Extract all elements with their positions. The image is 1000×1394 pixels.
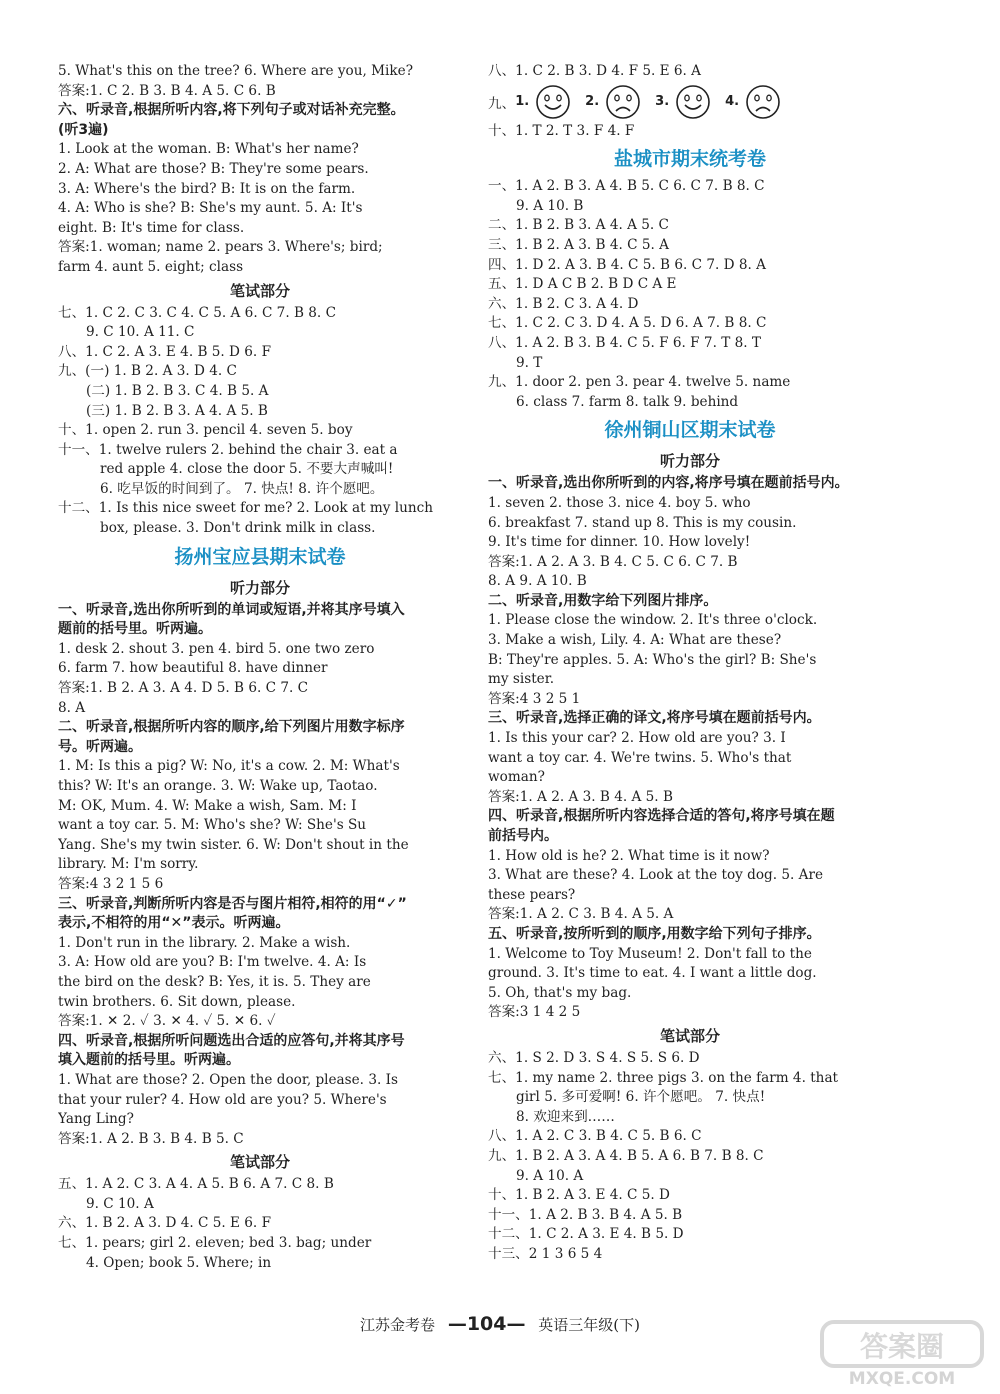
answer-line: library. M: I'm sorry.	[58, 856, 199, 873]
answer-line: 九、(一) 1. B 2. A 3. D 4. C	[58, 363, 237, 380]
watermark-logo	[818, 1318, 988, 1388]
answer-line: 1. Don't run in the library. 2. Make a wish.	[58, 934, 351, 951]
answer-line: 3. What are these? 4. Look at the toy dog. 5. Are	[488, 867, 824, 884]
answer-line: 七、1. pears; girl 2. eleven; bed 3. bag; under	[58, 1235, 372, 1252]
answer-line: 1. M: Is this a pig? W: No, it's a cow. 2. M: What's	[58, 758, 400, 775]
answer-line: 6. class 7. farm 8. talk 9. behind	[516, 393, 739, 410]
answer-line: 十三、2 1 3 6 5 4	[488, 1245, 603, 1262]
answer-line: 答案:1. A 2. A 3. B 4. C 5. C 6. C 7. B	[488, 553, 738, 570]
answer-line: 八、1. A 2. B 3. B 4. C 5. F 6. F 7. T 8. T	[488, 334, 761, 351]
answer-line: 3. A: Where's the bird? B: It is on the farm.	[58, 180, 356, 197]
answer-line: 三、1. B 2. A 3. B 4. C 5. A	[488, 236, 669, 253]
answer-line: 七、1. C 2. C 3. C 4. C 5. A 6. C 7. B 8. C	[58, 304, 336, 321]
svg-text:MXQE.COM: MXQE.COM	[848, 1369, 956, 1388]
footer-subject: 英语三年级(下)	[538, 1316, 640, 1334]
answer-line: 1. What are those? 2. Open the door, please. 3. Is	[58, 1071, 398, 1088]
question-heading: 三、听录音,判断所听内容是否与图片相符,相符的用“✓”	[58, 895, 407, 912]
answer-line: 九、1. door 2. pen 3. pear 4. twelve 5. name	[488, 374, 791, 391]
answer-line: ground. 3. It's time to eat. 4. I want a little dog.	[488, 965, 817, 982]
answer-line: twin brothers. 6. Sit down, please.	[58, 993, 296, 1010]
answer-line: 1. Is this your car? 2. How old are you? 3. I	[488, 730, 786, 747]
answer-line: 七、1. my name 2. three pigs 3. on the farm 4. that	[488, 1069, 839, 1086]
answer-line: 答案:1. C 2. B 3. B 4. A 5. C 6. B	[58, 82, 276, 99]
answer-line: 六、1. B 2. C 3. A 4. D	[488, 295, 639, 312]
answer-line: 十、1. T 2. T 3. F 4. F	[488, 122, 635, 139]
answer-line: 七、1. C 2. C 3. D 4. A 5. D 6. A 7. B 8. C	[488, 315, 767, 332]
question-heading: 四、听录音,根据所听内容选择合适的答句,将序号填在题	[488, 808, 835, 825]
page-number: —104—	[447, 1313, 526, 1335]
answer-line: 八、1. C 2. A 3. E 4. B 5. D 6. F	[58, 343, 271, 360]
smiling-face-icon	[535, 84, 571, 120]
face-answers	[488, 82, 892, 122]
answer-line: 十二、1. C 2. A 3. E 4. B 5. D	[488, 1226, 684, 1243]
answer-line: (二) 1. B 2. B 3. C 4. B 5. A	[86, 382, 269, 399]
section-title: 徐州铜山区期末试卷	[604, 419, 776, 442]
answer-line: farm 4. aunt 5. eight; class	[58, 258, 244, 275]
answer-line: 9. C 10. A 11. C	[86, 324, 195, 341]
question-heading: 一、听录音,选出你所听到的内容,将序号填在题前括号内。	[488, 475, 849, 492]
question-heading: 三、听录音,选择正确的译文,将序号填在题前括号内。	[488, 710, 821, 727]
answer-line: 答案:1. ✕ 2. ✓ 3. ✕ 4. ✓ 5. ✕ 6. ✓	[58, 1013, 276, 1030]
answer-line: 答案:1. A 2. C 3. B 4. A 5. A	[488, 906, 674, 923]
answer-line: 6. breakfast 7. stand up 8. This is my cousin.	[488, 514, 797, 531]
question-heading: 一、听录音,选出你所听到的单词或短语,并将其序号填入	[58, 601, 405, 618]
answer-line: 五、1. D A C B 2. B D C A E	[488, 276, 677, 293]
answer-line: the bird on the desk? B: Yes, it is. 5. They are	[58, 973, 371, 990]
answer-line: 4. A: Who is she? B: She's my aunt. 5. A: It's	[58, 200, 363, 217]
answer-line: 十一、1. twelve rulers 2. behind the chair 3. eat a	[58, 441, 398, 458]
answer-line: 十二、1. Is this nice sweet for me? 2. Look at my lunch	[58, 500, 433, 517]
answer-line: B: They're apples. 5. A: Who's the girl? B: She's	[488, 651, 817, 668]
frowning-face-icon	[745, 84, 781, 120]
subsection-title: 听力部分	[659, 452, 720, 471]
face-label: 3.	[655, 94, 670, 110]
answer-line: 8. 欢迎来到……	[516, 1108, 615, 1125]
svg-text:答案圈: 答案圈	[859, 1330, 945, 1363]
frowning-face-icon	[605, 84, 641, 120]
right-top-lines	[488, 62, 892, 82]
footer-book-title: 江苏金考卷	[360, 1316, 436, 1334]
answer-line: eight. B: It's time for class.	[58, 219, 245, 236]
answer-line: 9. It's time for dinner. 10. How lovely!	[488, 534, 751, 551]
answer-line: 8. A 9. A 10. B	[488, 573, 587, 590]
answer-line: want a toy car. 5. M: Who's she? W: She's Su	[58, 817, 367, 834]
question-heading: 题前的括号里。听两遍。	[58, 621, 212, 638]
answer-line: 9. T	[516, 354, 543, 371]
face-label: 1.	[515, 94, 530, 110]
answer-line: 9. A 10. A	[516, 1167, 584, 1184]
answer-line: 答案:1. A 2. A 3. B 4. A 5. B	[488, 788, 673, 805]
answer-line: 1. Look at the woman. B: What's her name?	[58, 141, 359, 158]
answer-line: Yang. She's my twin sister. 6. W: Don't shout in the	[58, 836, 409, 853]
answer-line: 4. Open; book 5. Where; in	[86, 1254, 272, 1271]
answer-line: 1. Welcome to Toy Museum! 2. Don't fall to the	[488, 945, 812, 962]
answer-line: 十、1. B 2. A 3. E 4. C 5. D	[488, 1187, 670, 1204]
answer-line: 八、1. A 2. C 3. B 4. C 5. B 6. C	[488, 1128, 702, 1145]
question-number: 九、	[488, 95, 516, 112]
answer-line: 6. farm 7. how beautiful 8. have dinner	[58, 660, 328, 677]
answer-line: girl 5. 多可爱啊! 6. 许个愿吧。 7. 快点!	[516, 1089, 766, 1106]
question-heading: 五、听录音,按所听到的顺序,用数字给下列句子排序。	[488, 925, 821, 942]
answer-line: 六、1. S 2. D 3. S 4. S 5. S 6. D	[488, 1049, 700, 1066]
answer-line: 十、1. open 2. run 3. pencil 4. seven 5. boy	[58, 422, 353, 439]
answer-line: 一、1. A 2. B 3. A 4. B 5. C 6. C 7. B 8. C	[488, 178, 765, 195]
answer-line: these pears?	[488, 886, 576, 903]
section-title: 盐城市期末统考卷	[613, 148, 766, 171]
answer-line: 九、1. B 2. A 3. A 4. B 5. A 6. B 7. B 8. C	[488, 1147, 764, 1164]
question-heading: (听3遍)	[58, 121, 109, 138]
answer-line: 十一、1. A 2. B 3. B 4. A 5. B	[488, 1206, 683, 1223]
answer-line: 答案:4 3 2 5 1	[488, 690, 581, 707]
question-heading: 六、听录音,根据所听内容,将下列句子或对话补充完整。	[58, 102, 405, 119]
answer-line: 8. A	[58, 699, 86, 716]
face-label: 4.	[725, 94, 740, 110]
answer-line: 答案:1. woman; name 2. pears 3. Where's; bird;	[58, 239, 383, 256]
right-column	[488, 62, 892, 1264]
answer-line: 1. How old is he? 2. What time is it now?	[488, 847, 770, 864]
question-heading: 二、听录音,根据所听内容的顺序,给下列图片用数字标序	[58, 719, 405, 736]
question-heading: 四、听录音,根据所听问题选出合适的应答句,并将其序号	[58, 1032, 405, 1049]
answer-line: 5. What's this on the tree? 6. Where are you, Mike?	[58, 63, 413, 79]
answer-line: box, please. 3. Don't drink milk in class.	[100, 520, 376, 537]
answer-line: woman?	[488, 769, 545, 786]
subsection-title: 听力部分	[229, 578, 290, 597]
answer-line: want a toy car. 4. We're twins. 5. Who's that	[488, 749, 792, 766]
smiling-face-icon	[675, 84, 711, 120]
answer-line: (三) 1. B 2. B 3. A 4. A 5. B	[86, 402, 268, 419]
answer-line: 1. Please close the window. 2. It's three o'clock.	[488, 612, 818, 629]
answer-line: 1. desk 2. shout 3. pen 4. bird 5. one two zero	[58, 640, 375, 657]
answer-line: 9. C 10. A	[86, 1195, 154, 1212]
answer-line: this? W: It's an orange. 3. W: Wake up, Taotao.	[58, 778, 378, 794]
left-column	[58, 62, 462, 1273]
answer-line: M: OK, Mum. 4. W: Make a wish, Sam. M: I	[58, 797, 357, 814]
answer-line: 答案:3 1 4 2 5	[488, 1004, 581, 1021]
question-heading: 表示,不相符的用“✕”表示。听两遍。	[58, 915, 290, 932]
right-lines	[488, 122, 892, 1265]
answer-line: 2. A: What are those? B: They're some pears.	[58, 160, 369, 177]
answer-line: 四、1. D 2. A 3. B 4. C 5. B 6. C 7. D 8. A	[488, 256, 766, 273]
answer-line: 6. 吃早饭的时间到了。 7. 快点! 8. 许个愿吧。	[100, 480, 384, 497]
question-heading: 填入题前的括号里。听两遍。	[58, 1052, 240, 1069]
answer-line: red apple 4. close the door 5. 不要大声喊叫!	[100, 461, 394, 478]
question-heading: 二、听录音,用数字给下列图片排序。	[488, 592, 718, 609]
answer-line: 二、1. B 2. B 3. A 4. A 5. C	[488, 217, 669, 234]
answer-line: 答案:1. B 2. A 3. A 4. D 5. B 6. C 7. C	[58, 680, 309, 697]
question-heading: 号。听两遍。	[58, 738, 142, 755]
subsection-title: 笔试部分	[229, 1153, 290, 1172]
subsection-title: 笔试部分	[659, 1026, 720, 1045]
answer-line: 5. Oh, that's my bag.	[488, 984, 632, 1001]
answer-line: 答案:1. A 2. B 3. B 4. B 5. C	[58, 1130, 244, 1147]
answer-line: 3. A: How old are you? B: I'm twelve. 4. A: Is	[58, 954, 367, 971]
answer-line: 八、1. C 2. B 3. D 4. F 5. E 6. A	[488, 63, 701, 79]
answer-line: 六、1. B 2. A 3. D 4. C 5. E 6. F	[58, 1215, 271, 1232]
answer-line: Yang Ling?	[58, 1111, 134, 1128]
subsection-title: 笔试部分	[229, 281, 290, 300]
answer-line: 9. A 10. B	[516, 197, 584, 214]
answer-line: 五、1. A 2. C 3. A 4. A 5. B 6. A 7. C 8. B	[58, 1176, 334, 1193]
answer-line: my sister.	[488, 671, 555, 688]
face-label: 2.	[585, 94, 600, 110]
question-heading: 前括号内。	[488, 828, 558, 844]
answer-line: 答案:4 3 2 1 5 6	[58, 875, 164, 892]
answer-line: that your ruler? 4. How old are you? 5. Where's	[58, 1091, 387, 1108]
answer-line: 1. seven 2. those 3. nice 4. boy 5. who	[488, 494, 751, 511]
answer-line: 3. Make a wish, Lily. 4. A: What are these?	[488, 632, 782, 649]
section-title: 扬州宝应县期末试卷	[174, 545, 346, 568]
